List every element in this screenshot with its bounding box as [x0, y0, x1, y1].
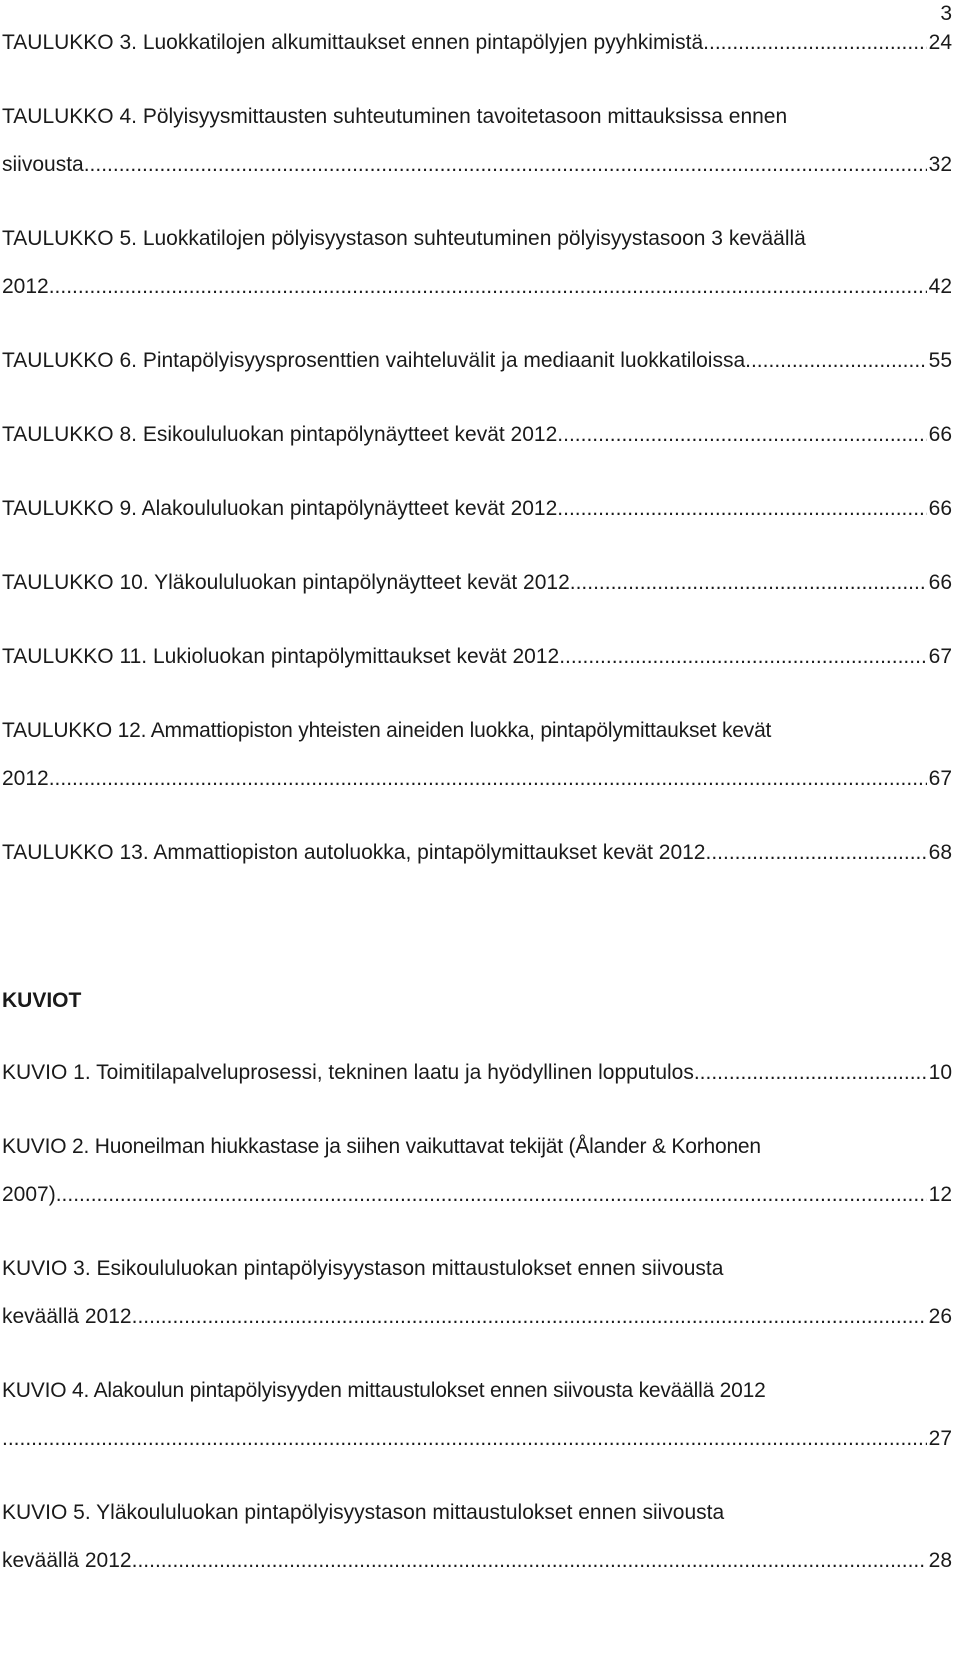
toc-entry-text: TAULUKKO 11. Lukioluokan pintapölymittaukset kevät 2012 [2, 645, 560, 668]
toc-entry-text: TAULUKKO 13. Ammattiopiston autoluokka, pintapölymittaukset kevät 2012 [2, 841, 706, 864]
leader-dots [49, 761, 927, 797]
leader-dots [84, 147, 927, 183]
toc-entry-kuvio-2-line1[interactable]: KUVIO 2. Huoneilman hiukkastase ja siihen vaikuttavat tekijät (Ålander & Korhonen [2, 1135, 761, 1158]
toc-entry-taulukko-12-line1[interactable]: TAULUKKO 12. Ammattiopiston yhteisten aineiden luokka, pintapölymittaukset kevät [2, 719, 772, 742]
toc-entry-text: 2012 [2, 767, 49, 790]
toc-entry-kuvio-3-line1[interactable]: KUVIO 3. Esikoululuokan pintapölyisyystason mittaustulokset ennen siivousta [2, 1257, 724, 1280]
toc-entry-page: 10 [928, 1061, 952, 1084]
toc-entry-page: 55 [928, 349, 952, 372]
toc-entry-taulukko-3[interactable] [2, 25, 952, 61]
toc-entry-text: siivousta [2, 153, 84, 176]
leader-dots [132, 1299, 927, 1335]
toc-entry-taulukko-4-line1[interactable]: TAULUKKO 4. Pölyisyysmittausten suhteutuminen tavoitetasoon mittauksissa ennen [2, 105, 788, 128]
toc-entry-kuvio-1[interactable] [2, 1055, 952, 1091]
toc-entry-text: TAULUKKO 8. Esikoululuokan pintapölynäytteet kevät 2012 [2, 423, 558, 446]
toc-entry-text: TAULUKKO 3. Luokkatilojen alkumittaukset ennen pintapölyjen pyyhkimistä [2, 31, 704, 54]
toc-entry-taulukko-13[interactable] [2, 835, 952, 871]
toc-entry-page: 66 [928, 423, 952, 446]
toc-entry-text: KUVIO 1. Toimitilapalveluprosessi, tekninen laatu ja hyödyllinen lopputulos [2, 1061, 694, 1084]
toc-entry-page: 27 [928, 1427, 952, 1450]
toc-entry-page: 24 [928, 31, 952, 54]
toc-entry-page: 32 [928, 153, 952, 176]
leader-dots [694, 1055, 927, 1091]
leader-dots [2, 1421, 927, 1457]
toc-entry-text: 2007) [2, 1183, 56, 1206]
page-number: 3 [940, 2, 952, 25]
leader-dots [705, 835, 926, 871]
toc-entry-kuvio-5-line1[interactable]: KUVIO 5. Yläkoululuokan pintapölyisyystason mittaustulokset ennen siivousta [2, 1501, 725, 1524]
toc-entry-taulukko-12[interactable] [2, 761, 952, 797]
toc-entry-taulukko-6[interactable] [2, 343, 952, 379]
toc-entry-page: 66 [928, 497, 952, 520]
toc-entry-kuvio-4[interactable] [2, 1421, 952, 1457]
toc-entry-kuvio-5[interactable] [2, 1543, 952, 1579]
toc-entry-text: TAULUKKO 6. Pintapölyisyysprosenttien vaihteluvälit ja mediaanit luokkatiloissa [2, 349, 746, 372]
toc-entry-page: 42 [928, 275, 952, 298]
leader-dots [557, 491, 926, 527]
toc-entry-page: 67 [928, 767, 952, 790]
toc-entry-taulukko-10[interactable] [2, 565, 952, 601]
leader-dots [703, 25, 926, 61]
toc-entry-kuvio-3[interactable] [2, 1299, 952, 1335]
leader-dots [56, 1177, 927, 1213]
toc-entry-page: 68 [928, 841, 952, 864]
toc-entry-text: keväällä 2012 [2, 1305, 132, 1328]
toc-entry-taulukko-5-line1[interactable]: TAULUKKO 5. Luokkatilojen pölyisyystason suhteutuminen pölyisyystasoon 3 keväällä [2, 227, 806, 250]
leader-dots [49, 269, 927, 305]
toc-entry-page: 26 [928, 1305, 952, 1328]
toc-entry-kuvio-2[interactable] [2, 1177, 952, 1213]
toc-entry-taulukko-4[interactable] [2, 147, 952, 183]
toc-entry-text: 2012 [2, 275, 49, 298]
leader-dots [132, 1543, 927, 1579]
toc-entry-text: keväällä 2012 [2, 1549, 132, 1572]
leader-dots [745, 343, 927, 379]
toc-entry-taulukko-5[interactable] [2, 269, 952, 305]
figures-heading: KUVIOT [2, 989, 82, 1012]
toc-entry-taulukko-8[interactable] [2, 417, 952, 453]
toc-entry-taulukko-11[interactable] [2, 639, 952, 675]
toc-entry-page: 28 [928, 1549, 952, 1572]
toc-entry-kuvio-4-line1[interactable]: KUVIO 4. Alakoulun pintapölyisyyden mittaustulokset ennen siivousta keväällä 2012 [2, 1379, 766, 1402]
toc-entry-taulukko-9[interactable] [2, 491, 952, 527]
toc-entry-page: 67 [928, 645, 952, 668]
leader-dots [570, 565, 927, 601]
toc-entry-text: TAULUKKO 9. Alakoululuokan pintapölynäytteet kevät 2012 [2, 497, 558, 520]
toc-entry-page: 12 [928, 1183, 952, 1206]
toc-entry-text: TAULUKKO 10. Yläkoululuokan pintapölynäytteet kevät 2012 [2, 571, 570, 594]
leader-dots [559, 639, 926, 675]
leader-dots [557, 417, 926, 453]
toc-entry-page: 66 [928, 571, 952, 594]
